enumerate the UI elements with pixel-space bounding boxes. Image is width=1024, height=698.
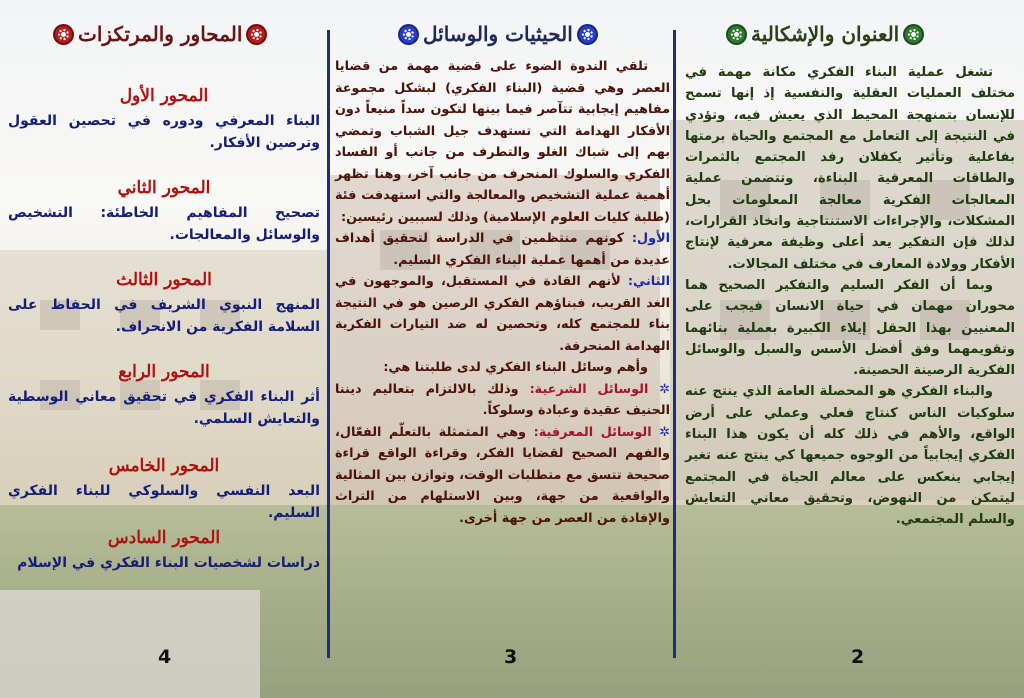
means-label: الوسائل المعرفية: bbox=[533, 424, 652, 440]
axis-text: البناء المعرفي ودوره في تحصين العقول وترصين الأفكار. bbox=[8, 113, 320, 151]
axis-text: تصحيح المفاهيم الخاطئة: التشخيص والوسائل والمعالجات. bbox=[8, 205, 320, 243]
red-rosette-icon bbox=[55, 26, 72, 43]
axis-text: أثر البناء الفكري في تحقيق معاني الوسطية والتعايش السلمي. bbox=[8, 389, 320, 427]
means-item bbox=[335, 422, 670, 530]
axis-item bbox=[8, 178, 320, 246]
column-text bbox=[335, 56, 670, 529]
star-bullet-icon: ✲ bbox=[659, 381, 670, 397]
paragraph: وبما أن الفكر السليم والتفكير الصحيح هما محوران مهمان في حياة الانسان فيجب على المعنيين بهذا الحقل إيلاء الكبيرة بعملية بنائهما وتقويمهما وفق أفضل الأسس والسبل والوسائل الفكرية الرصينة الحصينة. bbox=[685, 277, 1015, 379]
axis-title: المحور الخامس bbox=[108, 456, 220, 476]
means-text: وهي المتمثلة بالتعلّم الفعّال، والفهم الصحيح لقضايا الفكر، وقراءة الواقع قراءة صحيحة تتسق مع متطلبات الوقت، وتوازن بين المثالية والواقعية من جهة، وبين الاستلهام من التراث والإفادة من العصر من جهة أخرى. bbox=[335, 424, 670, 526]
blue-rosette-icon bbox=[579, 26, 596, 43]
blue-rosette-icon bbox=[400, 26, 417, 43]
axis-item bbox=[8, 362, 320, 430]
page-number: 2 bbox=[851, 646, 865, 668]
axis-item bbox=[8, 86, 320, 154]
axis-item bbox=[8, 456, 320, 524]
reason-item bbox=[335, 228, 670, 271]
paragraph: تشغل عملية البناء الفكري مكانة مهمة في مختلف العمليات العقلية والنفسية إذ إنها تسمح للإنسان بتمنهجة المحيط الذي يعيش فيه، وتؤدي في النتيجة إلى التعامل مع المجتمع والحياة برمتها بفاعلية وتأثير يكفلان رفد المجتمع بالثمرات والطاقات المعرفية البناءة، وتتضمن عملية المعالجات الفكرية معالجة المعلومات بحل المشكلات، والإجراءات الاستنتاجية واتخاذ القرارات، لذلك فإن التفكير يعد أعلى وظيفة معرفية لإنتاج الأفكار وولادة المعارف في مختلف المجالات. bbox=[685, 65, 1015, 272]
column-divider bbox=[327, 30, 330, 658]
star-bullet-icon: ✲ bbox=[659, 424, 670, 440]
means-label: الوسائل الشرعية: bbox=[529, 381, 649, 397]
axis-text: دراسات لشخصيات البناء الفكري في الإسلام bbox=[17, 555, 320, 571]
section-header-rationale-means bbox=[400, 22, 596, 46]
red-rosette-icon bbox=[248, 26, 265, 43]
intro-paragraph: تلقي الندوة الضوء على قضية مهمة من قضايا العصر وهي قضية (البناء الفكري) لبشكل مجموعة مفاهيم إيجابية تتآصر فيما بينها لتكون سداً منيعاً دون الأفكار الهدامة التي تستهدف جيل الشباب وتمضي بهم إلى شباك الغلو والتطرف من جانب أو الفساد الفكري والسلوك المنحرف من جانب آخر، وهنا تظهر أهمية عملية التشخيص والمعالجة والتي استهدفت فئة (طلبة كليات العلوم الإسلامية) وذلك لسببين رئيسين: bbox=[335, 59, 670, 225]
green-rosette-icon bbox=[905, 26, 922, 43]
axis-text: البعد النفسي والسلوكي للبناء الفكري السليم. bbox=[8, 483, 320, 521]
axis-item bbox=[8, 528, 320, 574]
page-number: 3 bbox=[504, 646, 518, 668]
means-text: وذلك بالالتزام بتعاليم ديننا الحنيف عقيدة وعبادة وسلوكاً. bbox=[335, 381, 670, 418]
axis-title: المحور الأول bbox=[119, 86, 209, 106]
section-title: العنوان والإشكالية bbox=[751, 22, 900, 46]
column-divider bbox=[673, 30, 676, 658]
section-header-axes bbox=[55, 22, 265, 46]
section-title: الحيثيات والوسائل bbox=[423, 22, 573, 46]
means-item bbox=[335, 379, 670, 422]
means-intro: وأهم وسائل البناء الفكري لدى طلبتنا هي: bbox=[383, 360, 648, 375]
paragraph: والبناء الفكري هو المحصلة العامة الذي ينتج عنه سلوكيات الناس كنتاج فعلي وعملي على أرض الواقع، والأهم في ذلك كله أن يكون هذا البناء الفكري إيجابياً من الوجوه جميعها كي ينتج عنه تغير إيجابي ينعكس على معالم الحياة في المجتمع ليتمكن من النهوض، وتحقيق معاني التعايش والسلم المجتمعي. bbox=[685, 384, 1015, 528]
reason-text: كونهم منتظمين في الدراسة لتحقيق أهداف عديدة من أهمها عملية البناء الفكري السليم. bbox=[335, 231, 670, 268]
column-text bbox=[685, 62, 1015, 531]
axis-title: المحور الثاني bbox=[117, 178, 211, 198]
reason-label: الأول: bbox=[631, 231, 670, 246]
axis-title: المحور السادس bbox=[107, 528, 221, 548]
reason-item bbox=[335, 271, 670, 357]
green-rosette-icon bbox=[728, 26, 745, 43]
reason-text: لأنهم القادة في المستقبل، والموجهون في الغد القريب، فبناؤهم الفكري الرصين هو في النتيجة بناء للمجتمع كله، وتحصين له ضد التيارات الفكرية الهدامة المنحرفة. bbox=[335, 274, 670, 354]
section-header-title-problem bbox=[728, 22, 922, 46]
reason-label: الثاني: bbox=[627, 274, 670, 289]
section-title: المحاور والمرتكزات bbox=[78, 22, 243, 46]
page-number: 4 bbox=[158, 646, 172, 668]
axis-text: المنهج النبوي الشريف في الحفاظ على السلامة الفكرية من الانحراف. bbox=[8, 297, 320, 335]
axis-item bbox=[8, 270, 320, 338]
axis-title: المحور الرابع bbox=[118, 362, 210, 382]
axis-title: المحور الثالث bbox=[116, 270, 212, 290]
